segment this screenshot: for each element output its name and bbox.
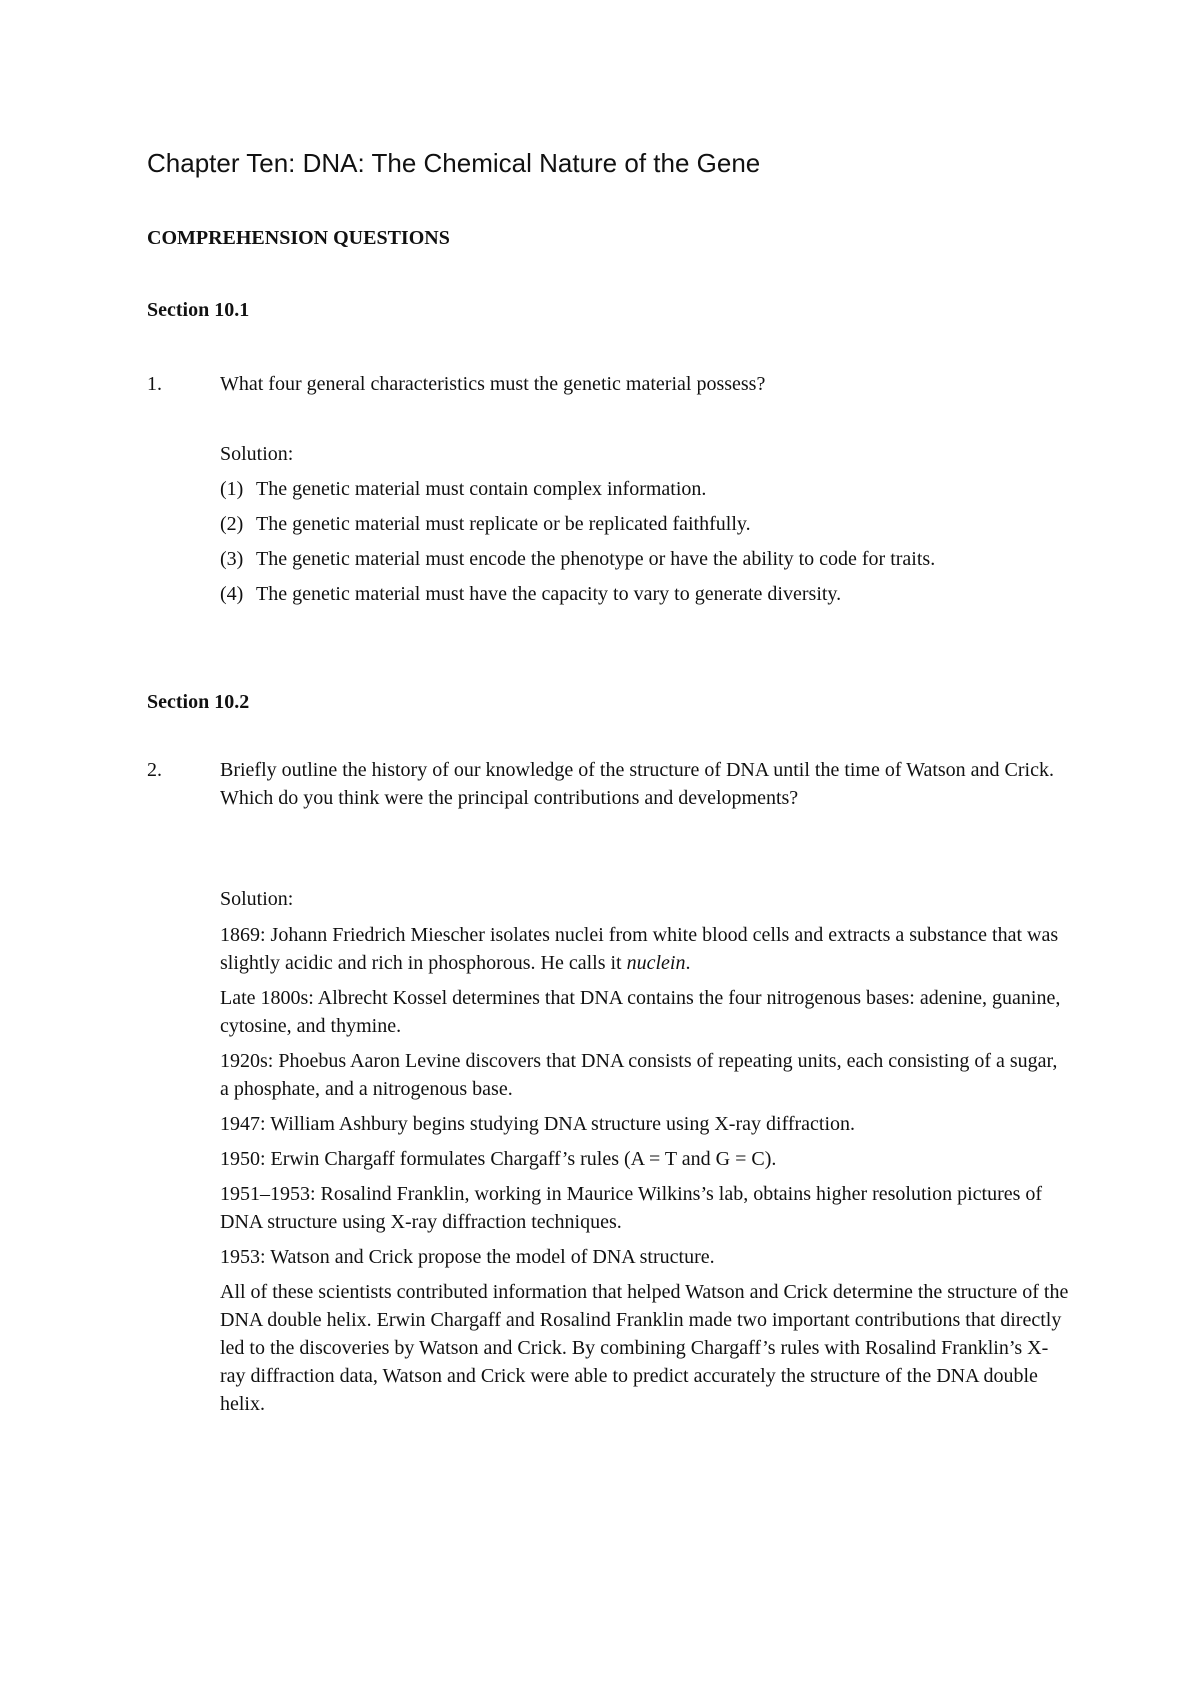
history-entry: 1950: Erwin Chargaff formulates Chargaff’s rules (A = T and G = C). — [220, 1148, 777, 1170]
history-entry-1869 — [220, 921, 1070, 977]
question-2-text: Briefly outline the history of our knowledge of the structure of DNA until the time of Watson and Crick. Which do you think were the principal contributions and developments? — [220, 759, 1054, 809]
solution-item — [220, 510, 1070, 538]
question-2-solution-label: Solution: — [220, 888, 294, 910]
summary-paragraph: All of these scientists contributed information that helped Watson and Crick determine the structure of the DNA double helix. Erwin Chargaff and Rosalind Franklin made two important contributions that directly led to the discoveries by Watson and Crick. By combining Chargaff’s rules with Rosalind Franklin’s X-ray diffraction data, Watson and Crick were able to predict accurately the structure of the DNA double helix. — [220, 1281, 1069, 1415]
section-10-2-heading: Section 10.2 — [147, 691, 250, 713]
history-entry: 1920s: Phoebus Aaron Levine discovers that DNA consists of repeating units, each consisting of a sugar, a phosphate, and a nitrogenous base. — [220, 1050, 1058, 1100]
history-entry-text: 1869: Johann Friedrich Miescher isolates nuclei from white blood cells and extracts a substance that was slightly acidic and rich in phosphorous. He calls it — [220, 924, 1059, 974]
solution-item — [220, 545, 1070, 573]
question-2-number: 2. — [147, 759, 162, 781]
solution-item-number: (3) — [220, 548, 244, 570]
solution-item — [220, 580, 1070, 608]
solution-item-number: (2) — [220, 513, 244, 535]
comprehension-heading: COMPREHENSION QUESTIONS — [147, 227, 450, 249]
solution-item-text: The genetic material must encode the phenotype or have the ability to code for traits. — [256, 548, 936, 570]
dna-history-timeline — [220, 921, 1070, 1425]
nuclein-term: nuclein — [626, 952, 686, 974]
solution-item-text: The genetic material must replicate or be replicated faithfully. — [256, 513, 751, 535]
history-entry: 1947: William Ashbury begins studying DNA structure using X-ray diffraction. — [220, 1113, 856, 1135]
section-10-1-heading: Section 10.1 — [147, 299, 250, 321]
history-entry-punctuation: . — [685, 952, 691, 974]
history-entry: Late 1800s: Albrecht Kossel determines that DNA contains the four nitrogenous bases: adenine, guanine, cytosine, and thymine. — [220, 987, 1061, 1037]
question-1-solution-list — [220, 475, 1070, 615]
question-1-number: 1. — [147, 373, 162, 395]
solution-item-number: (4) — [220, 583, 244, 605]
solution-item-number: (1) — [220, 478, 244, 500]
question-1-solution-label: Solution: — [220, 443, 294, 465]
chapter-title: Chapter Ten: DNA: The Chemical Nature of the Gene — [147, 148, 761, 178]
history-entry: 1951–1953: Rosalind Franklin, working in Maurice Wilkins’s lab, obtains higher resolution pictures of DNA structure using X-ray diffraction techniques. — [220, 1183, 1043, 1233]
solution-item — [220, 475, 1070, 503]
history-entry: 1953: Watson and Crick propose the model of DNA structure. — [220, 1246, 715, 1268]
question-1-text: What four general characteristics must the genetic material possess? — [220, 373, 766, 395]
solution-item-text: The genetic material must have the capacity to vary to generate diversity. — [256, 583, 842, 605]
solution-item-text: The genetic material must contain complex information. — [256, 478, 707, 500]
